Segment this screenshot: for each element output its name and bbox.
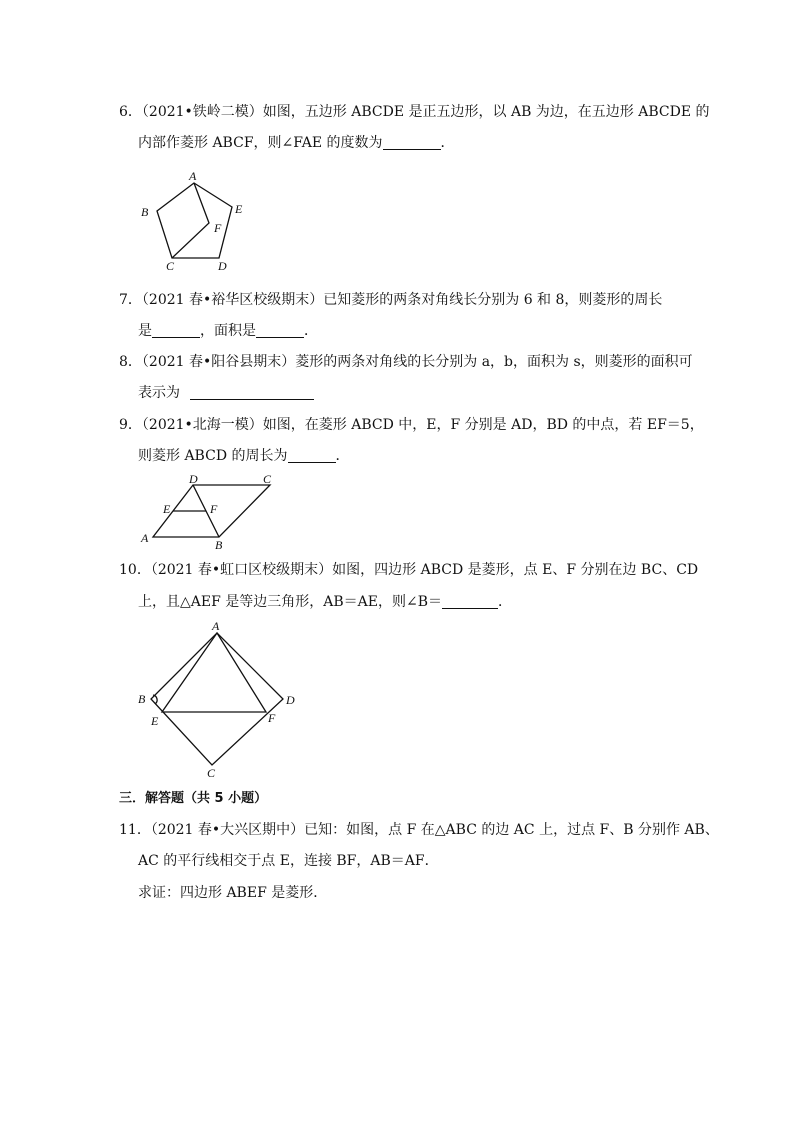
q6-label-D: D: [218, 259, 227, 273]
q10-text-a: 上，且△AEF 是等边三角形，AB＝AE，则∠B＝: [138, 594, 443, 610]
q8-line1: 8．（2021 春•阳谷县期末）菱形的两条对角线的长分别为 a，b，面积为 s，则菱形的面积可: [119, 354, 693, 370]
q6-label-F: F: [214, 221, 222, 235]
q9-label-B: B: [215, 538, 223, 552]
q6-line1: 6．（2021•铁岭二模）如图，五边形 ABCDE 是正五边形，以 AB 为边，在五边形 ABCDE 的: [119, 104, 710, 120]
q9-label-A: A: [141, 531, 149, 545]
q9-label-F: F: [210, 502, 218, 516]
q6-line2-text: 内部作菱形 ABCF，则∠FAE 的度数为: [138, 135, 383, 151]
q9-label-E: E: [163, 502, 171, 516]
q10-label-E: E: [151, 714, 159, 728]
q7-text-a: 是: [138, 323, 152, 339]
q10-label-A: A: [212, 619, 220, 633]
q6-label-E: E: [235, 202, 243, 216]
q10-text-b: ．: [498, 594, 513, 610]
q9-label-D: D: [189, 472, 198, 486]
q6-label-B: B: [141, 205, 149, 219]
q7-text-c: ．: [304, 323, 318, 339]
q7-text-b: ，面积是: [200, 323, 256, 339]
q9-text-a: 则菱形 ABCD 的周长为: [138, 448, 288, 464]
q10-label-B: B: [138, 692, 146, 706]
q8-text-a: 表示为: [138, 385, 180, 401]
q9-text-b: ．: [335, 448, 350, 464]
q7-line1: 7．（2021 春•裕华区校级期末）已知菱形的两条对角线长分别为 6 和 8，则菱形的周长: [119, 292, 663, 308]
q6-label-C: C: [166, 259, 175, 273]
q6-line2-end: ．: [440, 135, 455, 151]
q10-line1: 10．（2021 春•虹口区校级期末）如图，四边形 ABCD 是菱形，点 E、F 分别在边 BC、CD: [119, 562, 699, 578]
section-heading: 三．解答题（共 5 小题）: [119, 791, 268, 806]
q6-label-A: A: [189, 169, 197, 183]
q10-label-D: D: [286, 693, 295, 707]
q11-line2: AC 的平行线相交于点 E，连接 BF，AB＝AF．: [138, 853, 439, 869]
q10-label-C: C: [207, 766, 216, 780]
q11-line1: 11．（2021 春•大兴区期中）已知：如图，点 F 在△ABC 的边 AC 上，过点 F、B 分别作 AB、: [119, 822, 719, 838]
q9-label-C: C: [263, 472, 272, 486]
q10-label-F: F: [268, 711, 276, 725]
q9-line1: 9．（2021•北海一模）如图，在菱形 ABCD 中，E，F 分别是 AD，BD 的中点，若 EF＝5，: [119, 417, 704, 433]
q11-line3: 求证：四边形 ABEF 是菱形．: [138, 885, 328, 901]
